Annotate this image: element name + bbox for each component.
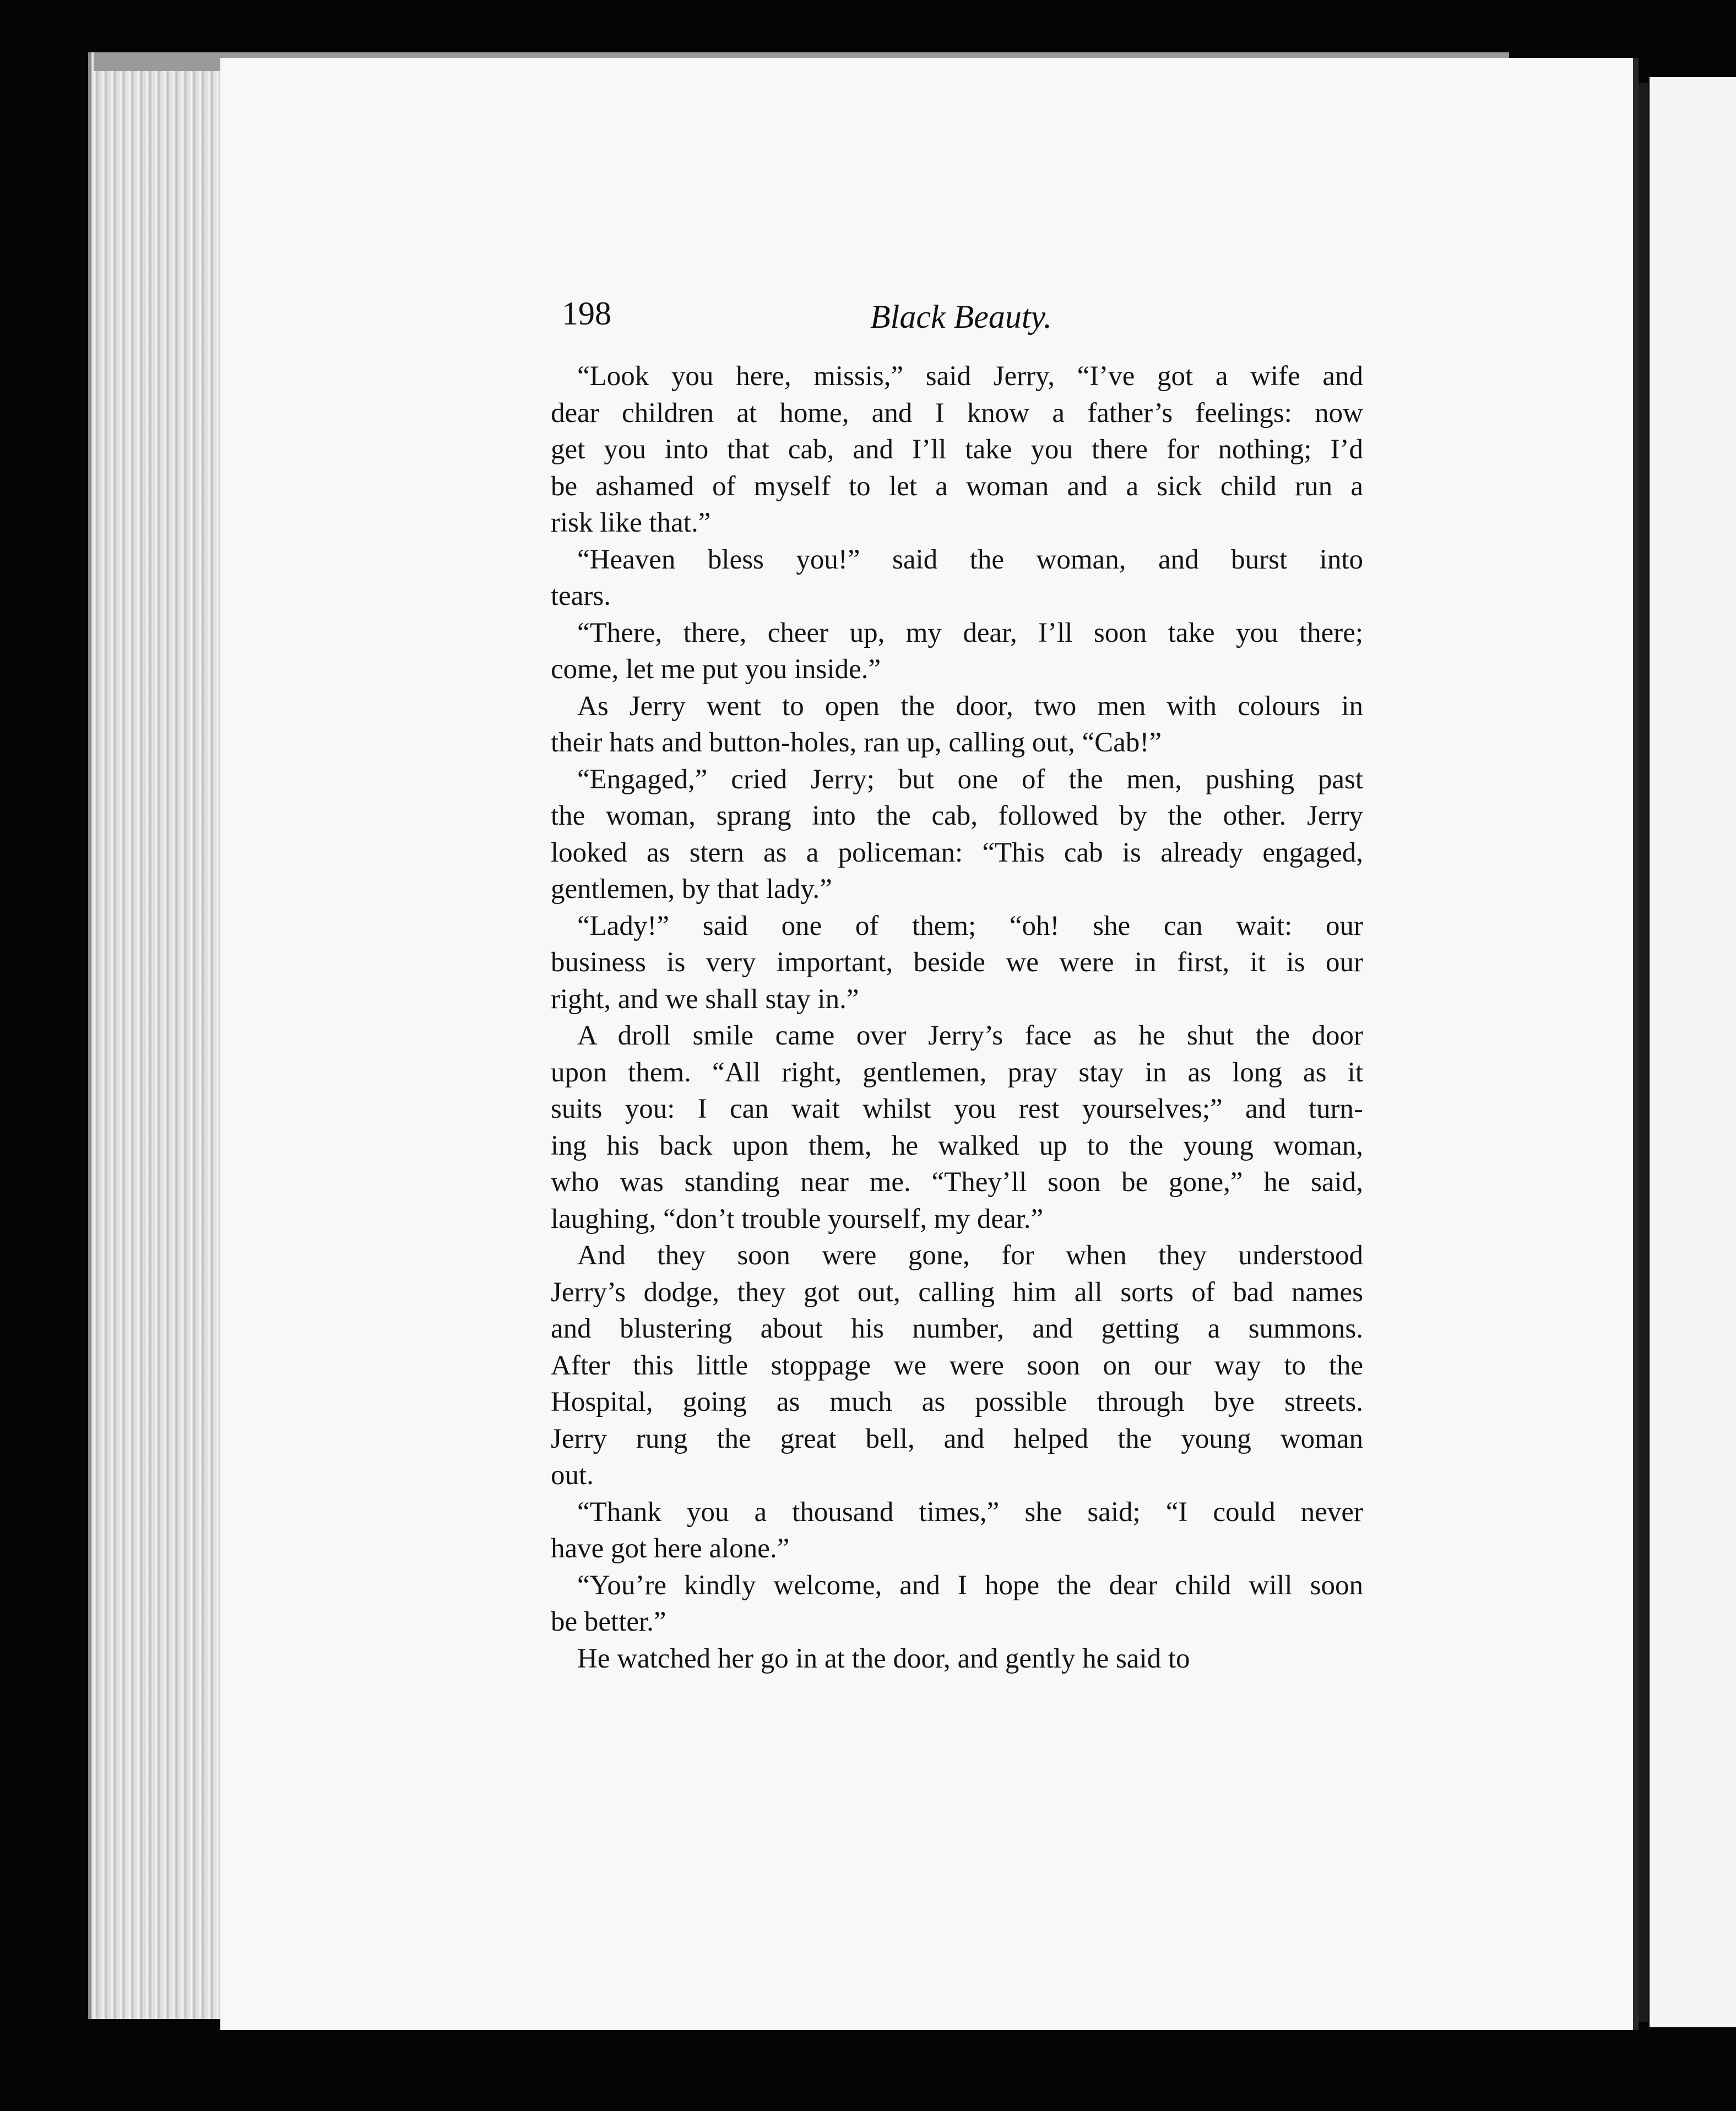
running-title: Black Beauty. xyxy=(870,299,1052,335)
text-line: right, and we shall stay in.” xyxy=(551,983,859,1015)
paragraph xyxy=(551,358,1363,542)
text-line: get you into that cab, and I’ll take you there for nothing; I’d xyxy=(551,434,1363,465)
text-line: gentlemen, by that lady.” xyxy=(551,874,832,905)
paragraph xyxy=(551,688,1363,761)
paragraph xyxy=(551,1567,1363,1641)
text-line: And they soon were gone, for when they understood xyxy=(577,1240,1363,1271)
book-page-edges xyxy=(88,52,240,2019)
text-line: Hospital, going as much as possible through bye streets. xyxy=(551,1387,1363,1417)
facing-page-edge xyxy=(1650,77,1736,2027)
paragraph xyxy=(551,542,1363,615)
text-line: “Thank you a thousand times,” she said; “I could never xyxy=(577,1496,1363,1528)
text-line: their hats and button-holes, ran up, calling out, “Cab!” xyxy=(551,727,1162,758)
text-line: Jerry rung the great bell, and helped the young woman xyxy=(551,1423,1363,1454)
text-line: tears. xyxy=(551,581,611,611)
text-line: “Lady!” said one of them; “oh! she can wait: our xyxy=(577,910,1363,941)
text-line: come, let me put you inside.” xyxy=(551,654,881,685)
text-line: suits you: I can wait whilst you rest yourselves;” and turn- xyxy=(551,1094,1363,1124)
text-line: “Heaven bless you!” said the woman, and burst into xyxy=(577,544,1363,575)
paragraph xyxy=(551,908,1363,1018)
paragraph xyxy=(551,1641,1363,1677)
text-line: be ashamed of myself to let a woman and a sick child run a xyxy=(551,470,1363,502)
text-line: business is very important, beside we were in first, it is our xyxy=(551,947,1363,978)
text-line: “Look you here, missis,” said Jerry, “I’ve got a wife and xyxy=(577,361,1363,392)
text-line: risk like that.” xyxy=(551,507,711,538)
paragraph xyxy=(551,615,1363,688)
text-line: As Jerry went to open the door, two men with colours in xyxy=(577,690,1363,722)
text-line: “Engaged,” cried Jerry; but one of the men, pushing past xyxy=(577,764,1363,795)
text-line: be better.” xyxy=(551,1606,666,1637)
text-line: out. xyxy=(551,1460,594,1491)
text-line: Jerry’s dodge, they got out, calling him all sorts of bad names xyxy=(551,1276,1363,1308)
paragraph xyxy=(551,1017,1363,1237)
text-line: “There, there, cheer up, my dear, I’ll soon take you there; xyxy=(577,617,1363,648)
running-head xyxy=(562,295,1079,339)
text-line: dear children at home, and I know a father’s feelings: now xyxy=(551,397,1363,429)
text-line: have got here alone.” xyxy=(551,1533,790,1564)
text-line: He watched her go in at the door, and gently he said to xyxy=(577,1643,1190,1674)
body-text xyxy=(551,358,1363,1677)
page-number: 198 xyxy=(562,295,611,332)
text-line: who was standing near me. “They’ll soon be gone,” he said, xyxy=(551,1167,1363,1198)
book-gutter xyxy=(1639,83,1648,2022)
text-line: After this little stoppage we were soon on our way to the xyxy=(551,1350,1363,1381)
text-line: A droll smile came over Jerry’s face as he shut the door xyxy=(577,1020,1363,1051)
paragraph xyxy=(551,1494,1363,1567)
text-line: looked as stern as a policeman: “This cab is already engaged, xyxy=(551,837,1363,868)
paragraph xyxy=(551,761,1363,908)
text-line: upon them. “All right, gentlemen, pray stay in as long as it xyxy=(551,1057,1363,1088)
text-line: the woman, sprang into the cab, followed by the other. Jerry xyxy=(551,800,1363,831)
text-line: laughing, “don’t trouble yourself, my dear.” xyxy=(551,1203,1044,1235)
text-line: ing his back upon them, he walked up to the young woman, xyxy=(551,1130,1363,1161)
text-line: “You’re kindly welcome, and I hope the dear child will soon xyxy=(577,1569,1363,1601)
text-line: and blustering about his number, and getting a summons. xyxy=(551,1313,1363,1344)
paragraph xyxy=(551,1237,1363,1494)
